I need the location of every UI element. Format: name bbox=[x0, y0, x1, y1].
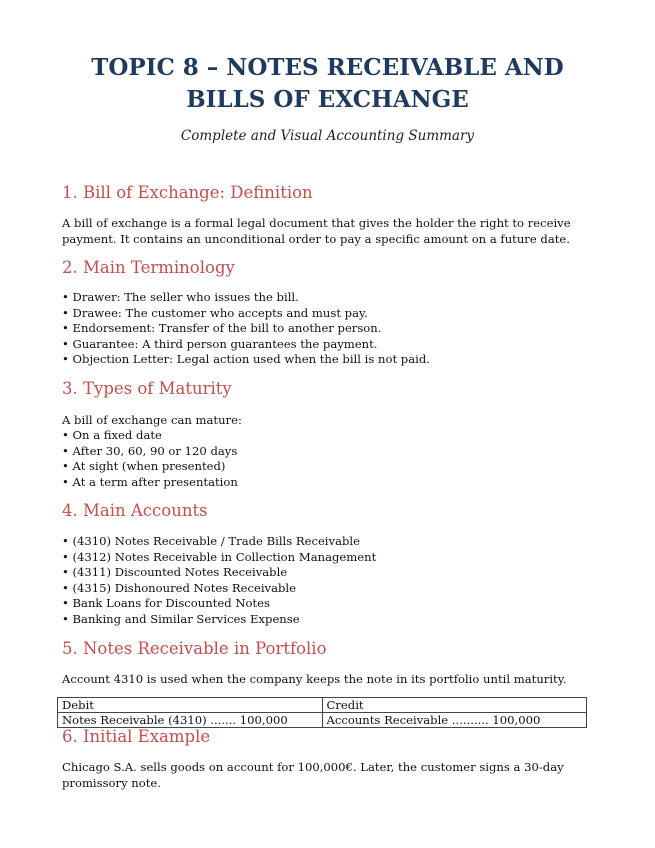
section-1-heading: 1. Bill of Exchange: Definition bbox=[62, 183, 313, 202]
table-cell-debit: Notes Receivable (4310) ....... 100,000 bbox=[58, 713, 323, 728]
title-line-1: TOPIC 8 – NOTES RECEIVABLE AND bbox=[91, 54, 564, 81]
table-row bbox=[58, 713, 587, 728]
list-item: • Banking and Similar Services Expense bbox=[62, 612, 376, 628]
list-item: • (4310) Notes Receivable / Trade Bills Receivable bbox=[62, 534, 376, 550]
list-item: • Objection Letter: Legal action used when the bill is not paid. bbox=[62, 352, 430, 368]
section-6-heading: 6. Initial Example bbox=[62, 727, 211, 746]
document-title bbox=[0, 52, 655, 116]
list-item: • At a term after presentation bbox=[62, 475, 238, 491]
maturity-list bbox=[62, 428, 238, 490]
section-5-heading: 5. Notes Receivable in Portfolio bbox=[62, 639, 327, 658]
journal-entry-table bbox=[57, 697, 587, 728]
accounts-list bbox=[62, 534, 376, 628]
list-item: • On a fixed date bbox=[62, 428, 238, 444]
section-1-paragraph: A bill of exchange is a formal legal document that gives the holder the right to receive payment. It contains an unconditional order to pay a specific amount on a future date. bbox=[62, 216, 571, 246]
table-header-credit: Credit bbox=[322, 698, 587, 713]
list-item: • Drawer: The seller who issues the bill. bbox=[62, 290, 430, 306]
terminology-list bbox=[62, 290, 430, 368]
list-item: • (4315) Dishonoured Notes Receivable bbox=[62, 581, 376, 597]
table-cell-credit: Accounts Receivable .......... 100,000 bbox=[322, 713, 587, 728]
document-subtitle: Complete and Visual Accounting Summary bbox=[180, 128, 475, 144]
list-item: • After 30, 60, 90 or 120 days bbox=[62, 444, 238, 460]
list-item: • (4312) Notes Receivable in Collection Management bbox=[62, 550, 376, 566]
section-4-heading: 4. Main Accounts bbox=[62, 501, 208, 520]
title-line-2: BILLS OF EXCHANGE bbox=[186, 86, 469, 113]
section-5-paragraph: Account 4310 is used when the company keeps the note in its portfolio until maturity. bbox=[62, 672, 567, 686]
list-item: • (4311) Discounted Notes Receivable bbox=[62, 565, 376, 581]
section-3-intro: A bill of exchange can mature: bbox=[62, 413, 242, 427]
section-6-paragraph: Chicago S.A. sells goods on account for 100,000€. Later, the customer signs a 30-day promissory note. bbox=[62, 760, 564, 790]
list-item: • Drawee: The customer who accepts and must pay. bbox=[62, 306, 430, 322]
table-header-row bbox=[58, 698, 587, 713]
section-3-heading: 3. Types of Maturity bbox=[62, 379, 232, 398]
list-item: • Guarantee: A third person guarantees the payment. bbox=[62, 337, 430, 353]
list-item: • Endorsement: Transfer of the bill to another person. bbox=[62, 321, 430, 337]
section-2-heading: 2. Main Terminology bbox=[62, 258, 235, 277]
list-item: • At sight (when presented) bbox=[62, 459, 238, 475]
table-header-debit: Debit bbox=[58, 698, 323, 713]
list-item: • Bank Loans for Discounted Notes bbox=[62, 596, 376, 612]
